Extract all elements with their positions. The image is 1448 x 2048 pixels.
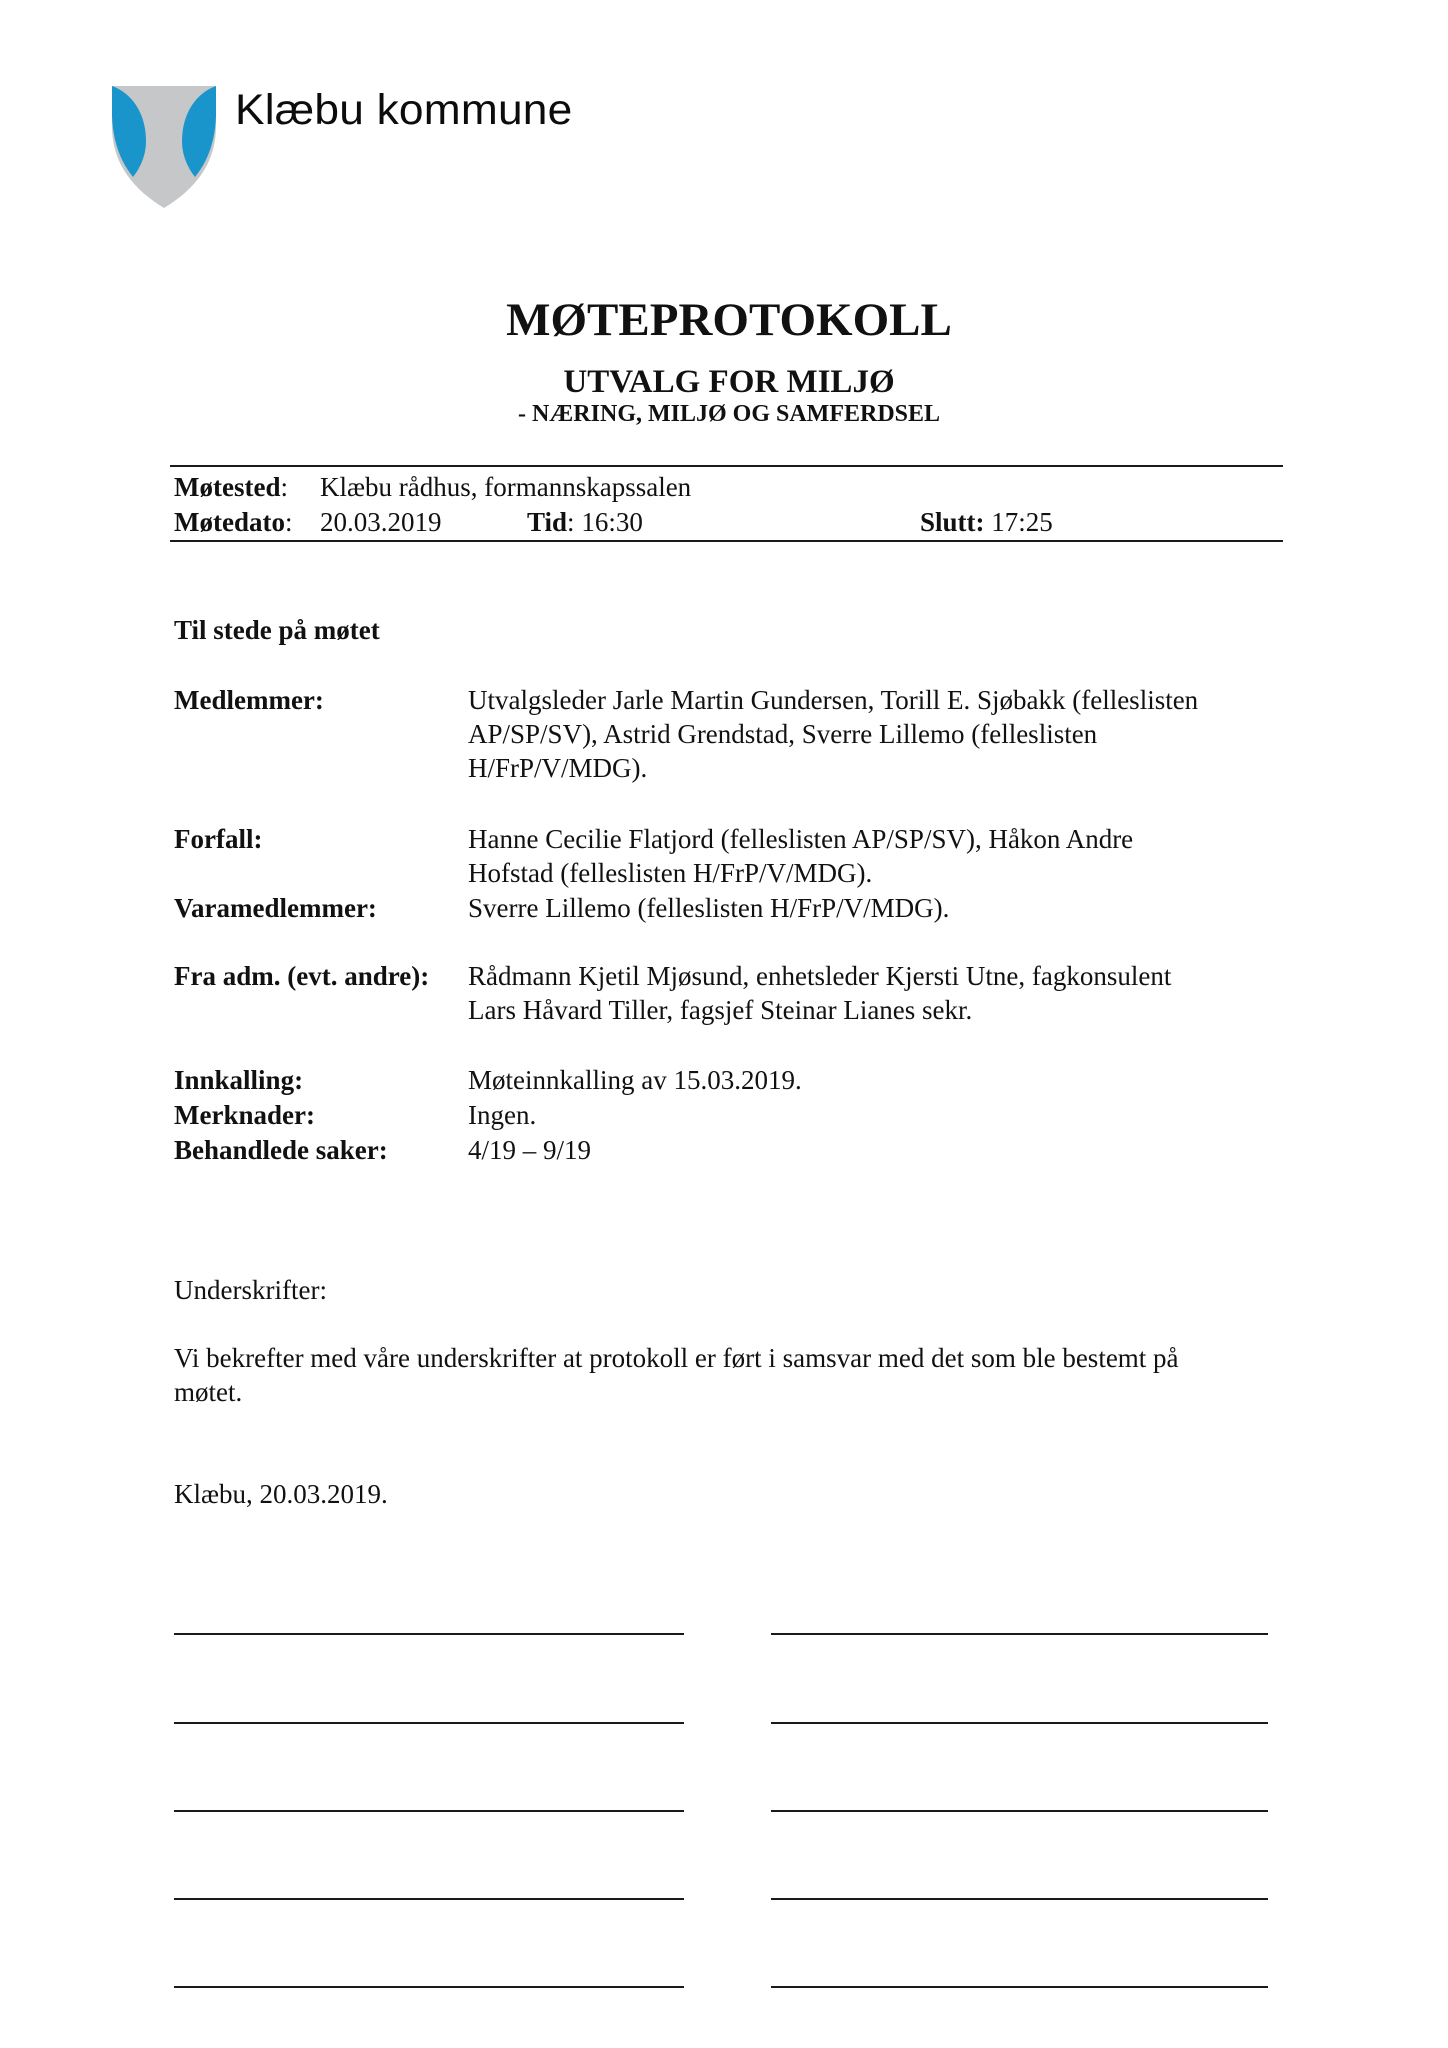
admin-line: Lars Håvard Tiller, fagsjef Steinar Lianes sekr. bbox=[468, 995, 973, 1025]
bottom-rule bbox=[170, 540, 1283, 542]
cases-value: 4/19 – 9/19 bbox=[468, 1135, 592, 1165]
admin-label: Fra adm. (evt. andre): bbox=[174, 961, 430, 991]
remarks-label: Merknader: bbox=[174, 1100, 315, 1130]
remarks-value: Ingen. bbox=[468, 1100, 537, 1130]
signatures-heading: Underskrifter: bbox=[174, 1275, 327, 1305]
absent-line: Hanne Cecilie Flatjord (felleslisten AP/SP/SV), Håkon Andre bbox=[468, 824, 1134, 854]
signature-line bbox=[771, 1986, 1268, 1988]
absent-line: Hofstad (felleslisten H/FrP/V/MDG). bbox=[468, 858, 873, 888]
meeting-place-value: Klæbu rådhus, formannskapssalen bbox=[320, 472, 692, 502]
committee-title: UTVALG FOR MILJØ bbox=[563, 364, 895, 400]
meeting-end bbox=[920, 505, 1053, 539]
meeting-end-label: Slutt: bbox=[920, 507, 985, 537]
municipality-crest bbox=[112, 86, 216, 209]
crest-icon bbox=[112, 86, 216, 209]
colon: : bbox=[567, 507, 582, 537]
statement-line: Vi bekrefter med våre underskrifter at protokoll er ført i samsvar med det som ble bestemt på bbox=[174, 1343, 1179, 1373]
deputies-label: Varamedlemmer: bbox=[174, 893, 377, 923]
place-date: Klæbu, 20.03.2019. bbox=[174, 1479, 388, 1509]
meeting-time-value: 16:30 bbox=[581, 507, 643, 537]
meeting-date-value: 20.03.2019 bbox=[320, 507, 442, 537]
meeting-time-label: Tid bbox=[527, 507, 568, 537]
members-label: Medlemmer: bbox=[174, 685, 324, 715]
summons-label: Innkalling: bbox=[174, 1065, 304, 1095]
members-line: Utvalgsleder Jarle Martin Gundersen, Torill E. Sjøbakk (felleslisten bbox=[468, 685, 1199, 715]
signature-line bbox=[174, 1810, 684, 1812]
meeting-date-row bbox=[174, 505, 292, 539]
colon: : bbox=[280, 472, 288, 502]
document-title: MØTEPROTOKOLL bbox=[506, 294, 952, 346]
statement-line: møtet. bbox=[174, 1377, 243, 1407]
summons-value: Møteinnkalling av 15.03.2019. bbox=[468, 1065, 802, 1095]
signature-line bbox=[174, 1986, 684, 1988]
meeting-date-label: Møtedato bbox=[174, 507, 285, 537]
meeting-place-label: Møtested bbox=[174, 472, 281, 502]
signature-line bbox=[771, 1722, 1268, 1724]
cases-label: Behandlede saker: bbox=[174, 1135, 388, 1165]
signature-line bbox=[174, 1898, 684, 1900]
meeting-place-row bbox=[174, 470, 288, 504]
committee-subtitle: - NÆRING, MILJØ OG SAMFERDSEL bbox=[517, 401, 941, 427]
signature-line bbox=[771, 1633, 1268, 1635]
colon: : bbox=[284, 507, 293, 537]
absent-label: Forfall: bbox=[174, 824, 263, 854]
top-rule bbox=[170, 465, 1283, 467]
signature-line bbox=[174, 1633, 684, 1635]
municipality-name: Klæbu kommune bbox=[235, 86, 573, 134]
members-line: H/FrP/V/MDG). bbox=[468, 753, 648, 783]
signature-line bbox=[174, 1722, 684, 1724]
signature-line bbox=[771, 1898, 1268, 1900]
deputies-value: Sverre Lillemo (felleslisten H/FrP/V/MDG). bbox=[468, 893, 950, 923]
meeting-end-value: 17:25 bbox=[991, 507, 1053, 537]
admin-line: Rådmann Kjetil Mjøsund, enhetsleder Kjersti Utne, fagkonsulent bbox=[468, 961, 1172, 991]
signature-line bbox=[771, 1810, 1268, 1812]
members-line: AP/SP/SV), Astrid Grendstad, Sverre Lillemo (felleslisten bbox=[468, 719, 1098, 749]
meeting-time bbox=[527, 505, 643, 539]
attendance-heading: Til stede på møtet bbox=[174, 615, 380, 645]
